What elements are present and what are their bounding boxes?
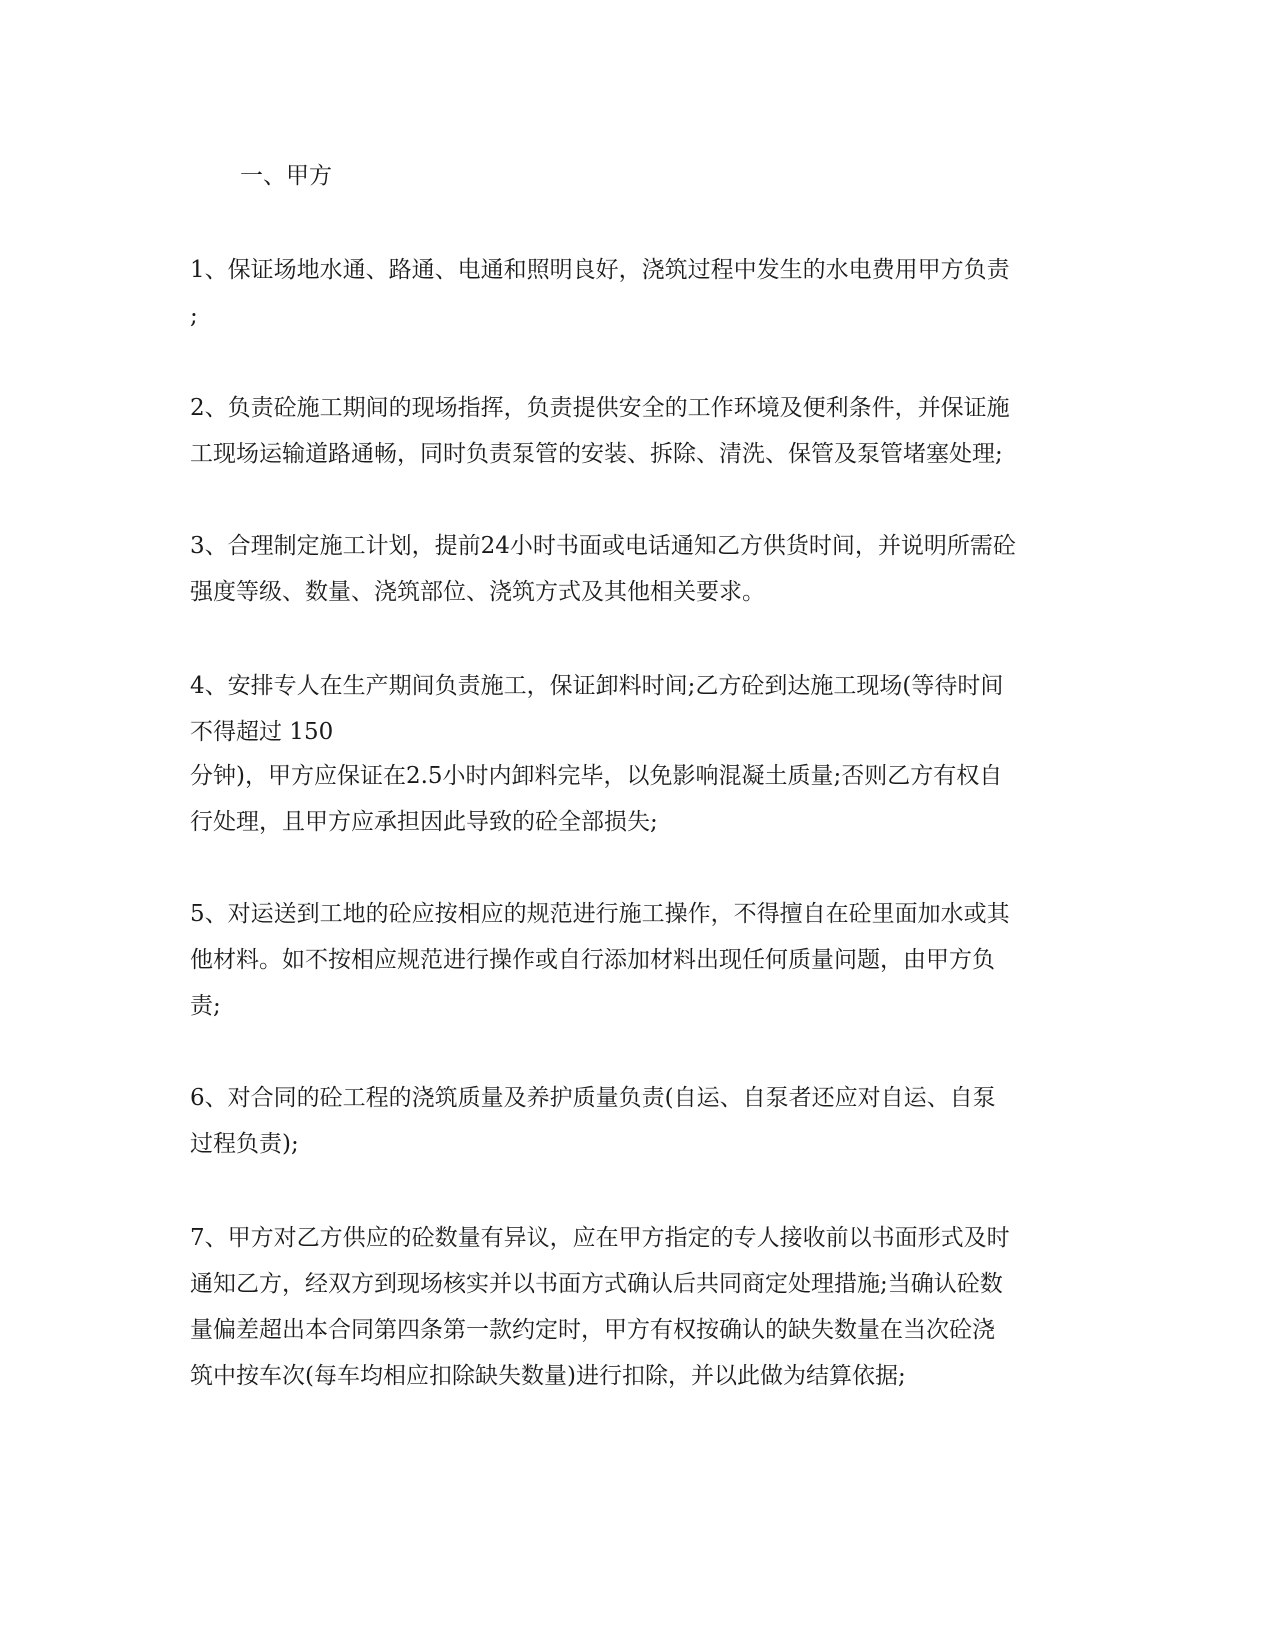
clause-line: 责; <box>190 993 221 1019</box>
clause-line: 2、负责砼施工期间的现场指挥，负责提供安全的工作环境及便利条件，并保证施 <box>190 395 1010 421</box>
clause-line: 他材料。如不按相应规范进行操作或自行添加材料出现任何质量问题，由甲方负 <box>190 947 995 973</box>
clause-line: 量偏差超出本合同第四条第一款约定时，甲方有权按确认的缺失数量在当次砼浇 <box>190 1317 995 1343</box>
clause-line: 过程负责); <box>190 1131 299 1157</box>
clause-line: ; <box>190 303 198 329</box>
clause-line: 7、甲方对乙方供应的砼数量有异议，应在甲方指定的专人接收前以书面形式及时 <box>190 1225 1010 1251</box>
clause-line: 1、保证场地水通、路通、电通和照明良好，浇筑过程中发生的水电费用甲方负责 <box>190 257 1010 283</box>
clause-line: 不得超过 150 <box>190 719 334 745</box>
clause-line: 行处理，且甲方应承担因此导致的砼全部损失; <box>190 809 658 835</box>
clause-line: 4、安排专人在生产期间负责施工，保证卸料时间;乙方砼到达施工现场(等待时间 <box>190 673 1004 699</box>
clause-line: 强度等级、数量、浇筑部位、浇筑方式及其他相关要求。 <box>190 579 765 605</box>
clause-line: 6、对合同的砼工程的浇筑质量及养护质量负责(自运、自泵者还应对自运、自泵 <box>190 1085 996 1111</box>
clause-line: 筑中按车次(每车均相应扣除缺失数量)进行扣除，并以此做为结算依据; <box>190 1363 906 1389</box>
clause-line: 分钟)，甲方应保证在2.5小时内卸料完毕，以免影响混凝土质量;否则乙方有权自 <box>190 763 1003 789</box>
clause-line: 5、对运送到工地的砼应按相应的规范进行施工操作，不得擅自在砼里面加水或其 <box>190 901 1010 927</box>
clause-line: 工现场运输道路通畅，同时负责泵管的安装、拆除、清洗、保管及泵管堵塞处理; <box>190 441 1003 467</box>
section-heading: 一、甲方 <box>240 163 332 189</box>
clause-line: 3、合理制定施工计划，提前24小时书面或电话通知乙方供货时间，并说明所需砼 <box>190 533 1016 559</box>
clause-line: 通知乙方，经双方到现场核实并以书面方式确认后共同商定处理措施;当确认砼数 <box>190 1271 1003 1297</box>
